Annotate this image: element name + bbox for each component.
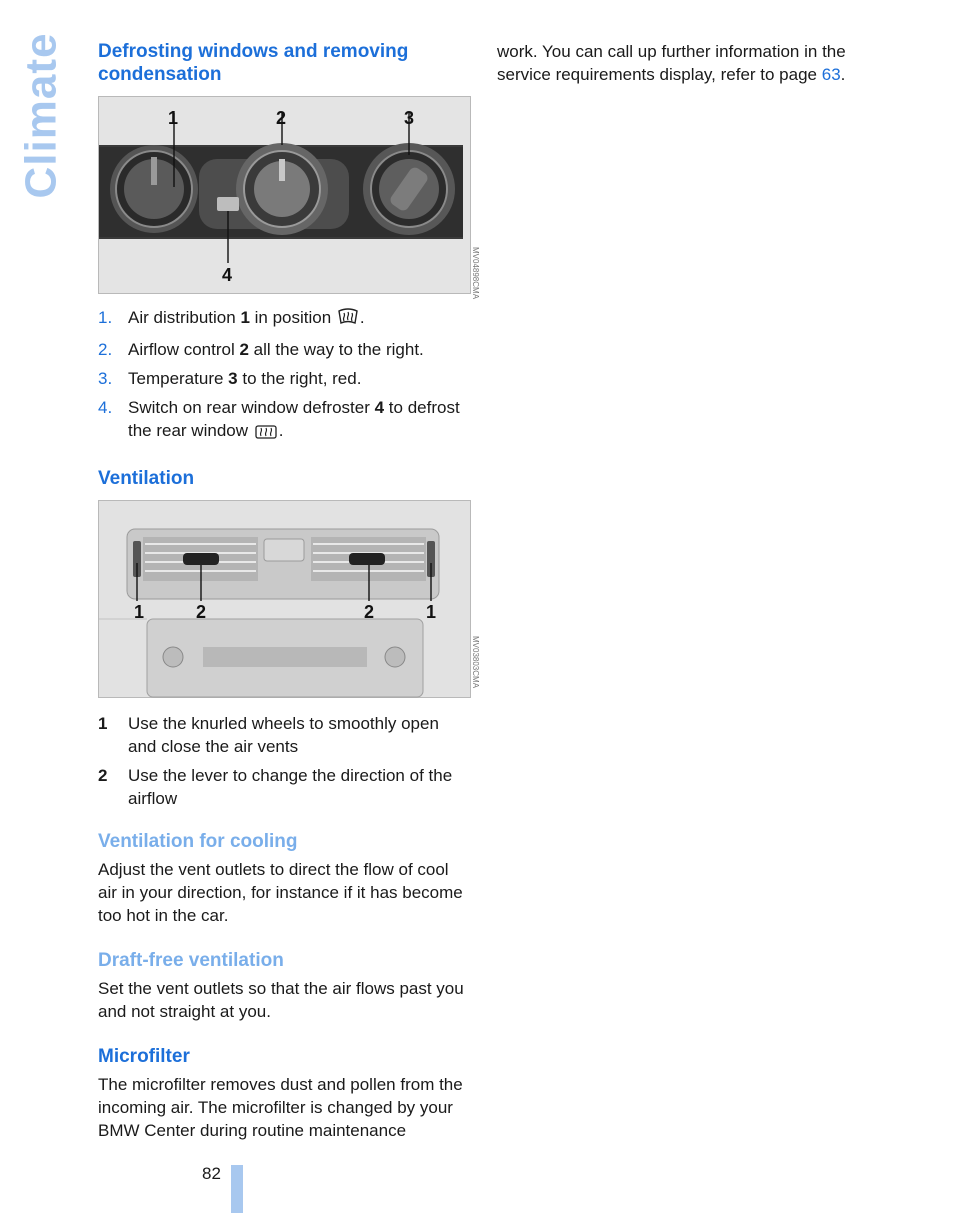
defrost-heading: Defrosting windows and removing condensation — [98, 41, 409, 85]
rear-window-defrost-icon — [255, 422, 277, 445]
right-column — [497, 40, 869, 86]
callout-1-left: 1 — [133, 602, 145, 622]
callout-1-right: 1 — [425, 602, 437, 622]
microfilter-text: The microfilter removes dust and pollen from the incoming air. The microfilter is changed by your BMW Center during routine maintenance — [98, 1075, 463, 1140]
microfilter-heading: Microfilter — [98, 1046, 190, 1067]
chapter-title: Climate — [16, 32, 66, 198]
callout-2-left: 2 — [195, 602, 207, 622]
list-item: 1. Air distribution 1 in position . — [98, 306, 470, 332]
continuation-text: work. You can call up further information in the service requirements display, refer to page 63. — [497, 42, 846, 84]
figure-code: MV04898CMA — [471, 247, 480, 300]
page-marker-bar — [231, 1165, 243, 1213]
air-vents-figure — [98, 500, 480, 698]
page-number: 82 — [202, 1164, 221, 1183]
ventilation-heading: Ventilation — [98, 468, 195, 489]
callout-3: 3 — [403, 108, 415, 128]
list-item: 3. Temperature 3 to the right, red. — [98, 369, 362, 388]
callout-1: 1 — [167, 108, 179, 128]
draft-free-heading: Draft-free ventilation — [98, 950, 284, 971]
defrost-steps — [98, 306, 470, 445]
legend-item: 2 Use the lever to change the direction of the airflow — [98, 766, 453, 808]
page-link[interactable]: 63 — [821, 65, 841, 84]
cooling-text: Adjust the vent outlets to direct the flow of cool air in your direction, for instance if it has become too hot in the car. — [98, 860, 463, 925]
air-vents-illustration — [99, 501, 480, 697]
list-item: 4. Switch on rear window defroster 4 to defrost the rear window . — [98, 396, 470, 445]
figure-code: MV03803CMA — [471, 636, 480, 689]
callout-4: 4 — [221, 265, 233, 285]
list-item: 2. Airflow control 2 all the way to the right. — [98, 340, 424, 359]
windshield-defrost-icon — [338, 308, 358, 332]
legend-item: 1 Use the knurled wheels to smoothly open and close the air vents — [98, 714, 439, 756]
draft-free-text: Set the vent outlets so that the air flows past you and not straight at you. — [98, 979, 464, 1021]
climate-control-illustration — [99, 97, 480, 300]
ventilation-legend — [98, 712, 470, 810]
cooling-heading: Ventilation for cooling — [98, 831, 298, 852]
climate-control-figure — [98, 96, 480, 300]
left-column — [98, 40, 480, 1142]
callout-2: 2 — [275, 108, 287, 128]
callout-2-right: 2 — [363, 602, 375, 622]
